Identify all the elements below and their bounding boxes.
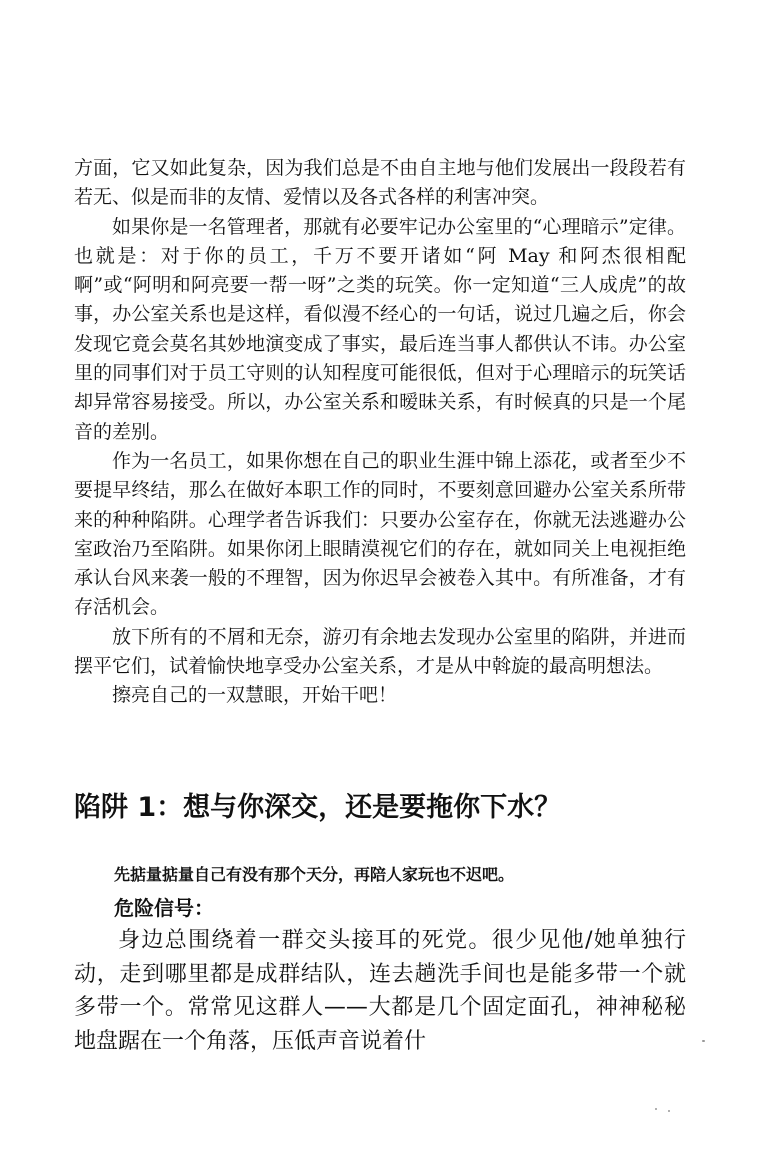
paragraph-continued: 方面，它又如此复杂，因为我们总是不由自主地与他们发展出一段段若有若无、似是而非的友情、爱情以及各式各样的利害冲突。 bbox=[74, 157, 686, 209]
paragraph-signal: 身边总围绕着一群交头接耳的死党。很少见他/她单独行动，走到哪里都是成群结队，连去趟洗手间也是能多带一个就多带一个。常常见这群人——大都是几个固定面孔，神神秘秘地盘踞在一个角落，压低声音说着什 bbox=[74, 928, 686, 1054]
scan-speck bbox=[655, 1108, 657, 1110]
scan-speck bbox=[702, 1040, 705, 1042]
paragraph-manager: 如果你是一名管理者，那就有必要牢记办公室里的“心理暗示”定律。也就是：对于你的员工，千万不要开诸如“阿 May 和阿杰很相配啊”或“阿明和阿亮要一帮一呀”之类的玩笑。你一定知道“三人成虎”的故事，办公室关系也是这样，看似漫不经心的一句话，说过几遍之后，你会发现它竟会莫名其妙地演变成了事实，最后连当事人都供认不讳。办公室里的同事们对于员工守则的认知程度可能很低，但对于心理暗示的玩笑话却异常容易接受。所以，办公室关系和暧昧关系，有时候真的只是一个尾音的差别。 bbox=[74, 215, 686, 443]
scan-speck bbox=[668, 1110, 670, 1112]
body-text-top bbox=[74, 154, 686, 711]
epigraph: 先掂量掂量自己有没有那个天分，再陪人家玩也不迟吧。 bbox=[114, 865, 515, 884]
body-text-bottom bbox=[74, 924, 686, 1058]
paragraph-employee: 作为一名员工，如果你想在自己的职业生涯中锦上添花，或者至少不要提早终结，那么在做好本职工作的同时，不要刻意回避办公室关系所带来的种种陷阱。心理学者告诉我们：只要办公室存在，你就无法逃避办公室政治乃至陷阱。如果你闭上眼睛漠视它们的存在，就如同关上电视拒绝承认台风来袭一般的不理智，因为你迟早会被卷入其中。有所准备，才有存活机会。 bbox=[74, 449, 686, 619]
paragraph-closing: 擦亮自己的一双慧眼，开始干吧！ bbox=[112, 684, 398, 707]
paragraph-let-go: 放下所有的不屑和无奈，游刃有余地去发现办公室里的陷阱，并进而摆平它们，试着愉快地享受办公室关系，才是从中斡旋的最高明想法。 bbox=[74, 625, 686, 678]
section-heading: 陷阱 1：想与你深交，还是要拖你下水？ bbox=[74, 792, 562, 823]
danger-signal-label: 危险信号： bbox=[114, 896, 214, 920]
